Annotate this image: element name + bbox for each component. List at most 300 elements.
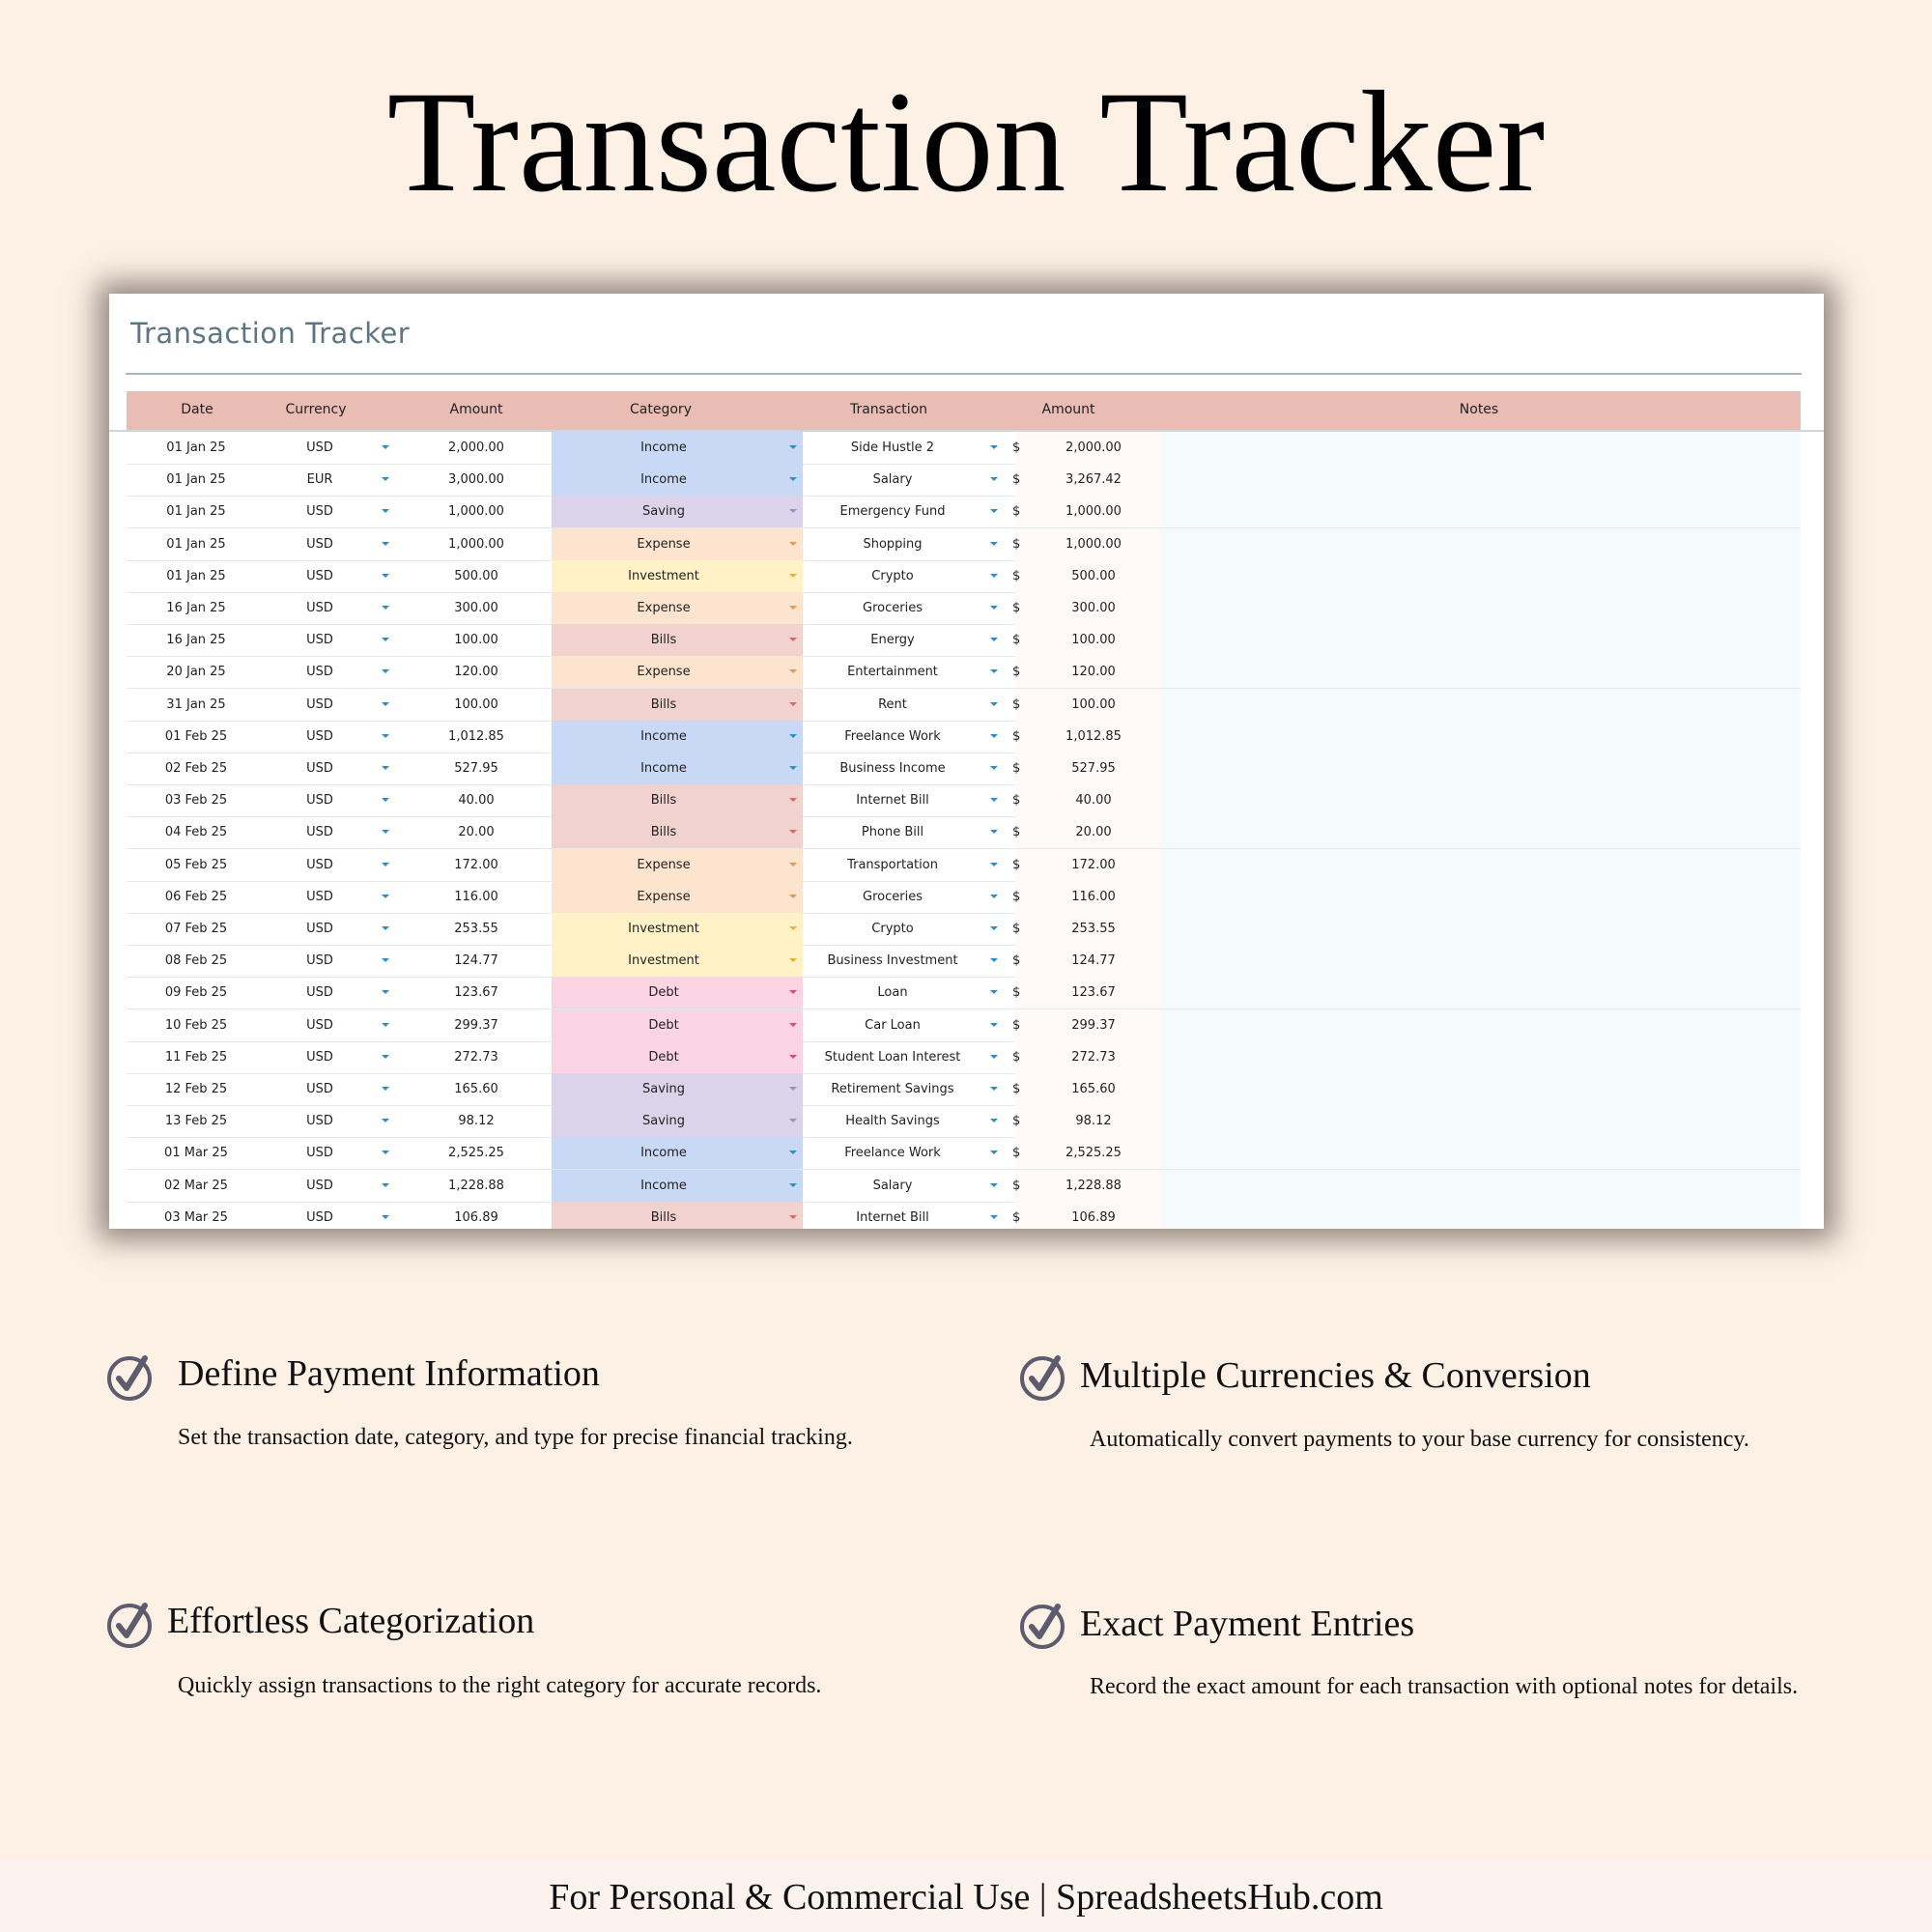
category-cell-fill: [552, 624, 803, 656]
category-cell[interactable]: Income: [640, 761, 687, 776]
transaction-cell[interactable]: Freelance Work: [844, 728, 941, 744]
category-cell[interactable]: Expense: [637, 601, 691, 615]
transaction-dropdown-caret-icon[interactable]: [990, 958, 998, 962]
table-header: [127, 391, 1801, 430]
category-cell[interactable]: Bills: [650, 1209, 677, 1225]
currency-cell[interactable]: EUR: [306, 472, 333, 488]
converted-amount-cell[interactable]: 253.55: [1071, 922, 1116, 936]
transaction-cell[interactable]: Internet Bill: [856, 793, 929, 809]
currency-symbol: $: [1012, 1114, 1021, 1129]
currency-symbol: $: [1012, 793, 1021, 809]
amount-cell[interactable]: 2,525.25: [448, 1146, 504, 1161]
currency-cell[interactable]: USD: [306, 793, 333, 809]
notes-cell[interactable]: [1160, 496, 1801, 527]
date-cell[interactable]: 31 Jan 25: [166, 696, 226, 712]
table-row: [127, 689, 1801, 722]
converted-amount-cell[interactable]: 299.37: [1071, 1017, 1116, 1033]
currency-cell[interactable]: USD: [306, 857, 333, 872]
category-cell[interactable]: Saving: [641, 1114, 686, 1129]
date-cell[interactable]: 01 Jan 25: [166, 568, 226, 583]
transaction-cell[interactable]: Energy: [870, 633, 915, 648]
currency-dropdown-caret-icon[interactable]: [382, 477, 389, 481]
table-row: [127, 1137, 1801, 1170]
date-cell[interactable]: 20 Jan 25: [166, 665, 226, 680]
category-dropdown-caret-icon[interactable]: [789, 1119, 797, 1122]
currency-cell[interactable]: USD: [306, 1209, 333, 1225]
amount-cell[interactable]: 1,000.00: [448, 536, 504, 552]
currency-cell[interactable]: USD: [306, 1178, 333, 1193]
currency-dropdown-caret-icon[interactable]: [382, 1215, 389, 1219]
converted-amount-cell[interactable]: 106.89: [1071, 1209, 1116, 1225]
converted-amount-cell[interactable]: 272.73: [1071, 1049, 1116, 1065]
transaction-cell[interactable]: Salary: [872, 472, 913, 488]
amount-cell[interactable]: 1,228.88: [448, 1178, 504, 1193]
amount-cell[interactable]: 116.00: [454, 889, 498, 904]
converted-amount-cell[interactable]: 2,000.00: [1065, 440, 1122, 455]
currency-cell[interactable]: USD: [306, 504, 333, 520]
date-cell[interactable]: 13 Feb 25: [164, 1114, 228, 1129]
currency-dropdown-caret-icon[interactable]: [382, 830, 389, 834]
currency-cell[interactable]: USD: [306, 825, 333, 840]
category-dropdown-caret-icon[interactable]: [789, 574, 797, 578]
converted-amount-cell[interactable]: 300.00: [1071, 601, 1116, 615]
notes-cell[interactable]: [1160, 849, 1801, 881]
category-dropdown-caret-icon[interactable]: [789, 477, 797, 481]
category-cell[interactable]: Income: [640, 1178, 687, 1193]
currency-dropdown-caret-icon[interactable]: [382, 1055, 389, 1059]
category-cell[interactable]: Expense: [637, 536, 691, 552]
transaction-cell[interactable]: Business Income: [839, 761, 946, 776]
notes-cell[interactable]: [1160, 1170, 1801, 1202]
currency-dropdown-caret-icon[interactable]: [382, 798, 389, 802]
converted-amount-cell[interactable]: 124.77: [1071, 953, 1116, 969]
transaction-cell[interactable]: Crypto: [871, 922, 914, 936]
footer-text: For Personal & Commercial Use | SpreadsheetsHub.com: [549, 1877, 1383, 1918]
notes-cell[interactable]: [1160, 977, 1801, 1009]
converted-amount-cell[interactable]: 165.60: [1071, 1082, 1116, 1096]
notes-cell[interactable]: [1160, 1105, 1801, 1137]
currency-cell[interactable]: USD: [306, 761, 333, 776]
category-dropdown-caret-icon[interactable]: [789, 1087, 797, 1091]
footer: [0, 1859, 1932, 1932]
date-cell[interactable]: 01 Jan 25: [166, 472, 226, 488]
spreadsheet-screenshot: [109, 294, 1824, 1229]
amount-cell[interactable]: 500.00: [454, 568, 498, 583]
currency-cell[interactable]: USD: [306, 440, 333, 455]
currency-symbol: $: [1012, 761, 1021, 776]
notes-cell[interactable]: [1160, 1137, 1801, 1169]
amount-cell[interactable]: 3,000.00: [448, 472, 504, 488]
transaction-dropdown-caret-icon[interactable]: [990, 477, 998, 481]
amount-cell[interactable]: 172.00: [454, 857, 498, 872]
currency-dropdown-caret-icon[interactable]: [382, 1087, 389, 1091]
currency-dropdown-caret-icon[interactable]: [382, 990, 389, 994]
date-cell[interactable]: 03 Feb 25: [164, 793, 228, 809]
feature-title: Define Payment Information: [178, 1353, 600, 1394]
transaction-cell[interactable]: Student Loan Interest: [824, 1049, 961, 1065]
category-cell-fill: [552, 689, 803, 721]
table-row: [127, 592, 1801, 625]
table-row: [127, 496, 1801, 528]
date-cell[interactable]: 16 Jan 25: [166, 633, 226, 648]
transaction-dropdown-caret-icon[interactable]: [990, 606, 998, 610]
currency-dropdown-caret-icon[interactable]: [382, 958, 389, 962]
category-cell-fill: [552, 816, 803, 848]
category-dropdown-caret-icon[interactable]: [789, 638, 797, 641]
currency-dropdown-caret-icon[interactable]: [382, 1119, 389, 1122]
category-cell[interactable]: Debt: [648, 1049, 679, 1065]
transaction-dropdown-caret-icon[interactable]: [990, 1119, 998, 1122]
notes-cell[interactable]: [1160, 881, 1801, 913]
amount-cell[interactable]: 40.00: [458, 793, 495, 809]
transaction-dropdown-caret-icon[interactable]: [990, 990, 998, 994]
notes-cell[interactable]: [1160, 1073, 1801, 1105]
date-cell[interactable]: 12 Feb 25: [164, 1082, 228, 1096]
date-cell[interactable]: 03 Mar 25: [164, 1209, 228, 1225]
currency-dropdown-caret-icon[interactable]: [382, 766, 389, 770]
converted-amount-cell[interactable]: 2,525.25: [1065, 1146, 1122, 1161]
transaction-dropdown-caret-icon[interactable]: [990, 734, 998, 738]
date-cell[interactable]: 01 Jan 25: [166, 504, 226, 520]
date-cell[interactable]: 10 Feb 25: [164, 1017, 228, 1033]
transaction-cell[interactable]: Transportation: [847, 857, 938, 872]
amount-cell[interactable]: 20.00: [458, 825, 495, 840]
table-row: [127, 1170, 1801, 1203]
amount-cell[interactable]: 100.00: [454, 633, 498, 648]
currency-symbol: $: [1012, 857, 1021, 872]
date-cell[interactable]: 11 Feb 25: [164, 1049, 228, 1065]
transaction-dropdown-caret-icon[interactable]: [990, 895, 998, 898]
category-cell[interactable]: Bills: [650, 793, 677, 809]
amount-cell[interactable]: 165.60: [454, 1082, 498, 1096]
currency-dropdown-caret-icon[interactable]: [382, 863, 389, 867]
transaction-cell[interactable]: Health Savings: [845, 1114, 940, 1129]
currency-symbol: $: [1012, 440, 1021, 455]
currency-cell[interactable]: USD: [306, 665, 333, 680]
date-cell[interactable]: 01 Jan 25: [166, 440, 226, 455]
converted-amount-cell[interactable]: 116.00: [1071, 889, 1116, 904]
category-cell[interactable]: Income: [640, 440, 687, 455]
transaction-dropdown-caret-icon[interactable]: [990, 509, 998, 513]
category-cell[interactable]: Expense: [637, 665, 691, 680]
currency-cell[interactable]: USD: [306, 728, 333, 744]
transaction-dropdown-caret-icon[interactable]: [990, 1151, 998, 1154]
transaction-cell[interactable]: Internet Bill: [856, 1209, 929, 1225]
currency-dropdown-caret-icon[interactable]: [382, 926, 389, 930]
currency-cell[interactable]: USD: [306, 601, 333, 615]
amount-cell[interactable]: 272.73: [454, 1049, 498, 1065]
date-cell[interactable]: 09 Feb 25: [164, 985, 228, 1001]
category-dropdown-caret-icon[interactable]: [789, 798, 797, 802]
converted-amount-cell[interactable]: 100.00: [1071, 633, 1116, 648]
currency-cell[interactable]: USD: [306, 696, 333, 712]
converted-amount-cell[interactable]: 40.00: [1075, 793, 1112, 809]
currency-symbol: $: [1012, 1017, 1021, 1033]
category-dropdown-caret-icon[interactable]: [789, 926, 797, 930]
currency-dropdown-caret-icon[interactable]: [382, 606, 389, 610]
transaction-cell[interactable]: Shopping: [863, 536, 923, 552]
transaction-dropdown-caret-icon[interactable]: [990, 702, 998, 706]
table-row: [127, 1073, 1801, 1106]
transaction-dropdown-caret-icon[interactable]: [990, 798, 998, 802]
transaction-dropdown-caret-icon[interactable]: [990, 445, 998, 449]
category-dropdown-caret-icon[interactable]: [789, 1151, 797, 1154]
currency-symbol: $: [1012, 665, 1021, 680]
currency-dropdown-caret-icon[interactable]: [382, 574, 389, 578]
currency-dropdown-caret-icon[interactable]: [382, 1151, 389, 1154]
transaction-cell[interactable]: Rent: [878, 696, 907, 712]
currency-cell[interactable]: USD: [306, 536, 333, 552]
currency-cell[interactable]: USD: [306, 985, 333, 1001]
category-cell[interactable]: Income: [640, 472, 687, 488]
notes-cell[interactable]: [1160, 528, 1801, 560]
category-dropdown-caret-icon[interactable]: [789, 766, 797, 770]
category-cell[interactable]: Expense: [637, 889, 691, 904]
amount-cell[interactable]: 123.67: [454, 985, 498, 1001]
converted-amount-cell[interactable]: 3,267.42: [1065, 472, 1122, 488]
currency-dropdown-caret-icon[interactable]: [382, 638, 389, 641]
amount-cell[interactable]: 2,000.00: [448, 440, 504, 455]
transaction-cell[interactable]: Business Investment: [827, 953, 958, 969]
currency-symbol: $: [1012, 536, 1021, 552]
header-transaction: Transaction: [849, 402, 928, 417]
page-title: Transaction Tracker: [386, 62, 1546, 222]
category-cell[interactable]: Income: [640, 1146, 687, 1161]
currency-dropdown-caret-icon[interactable]: [382, 445, 389, 449]
category-cell[interactable]: Debt: [648, 985, 679, 1001]
notes-cell[interactable]: [1160, 816, 1801, 848]
notes-cell[interactable]: [1160, 1041, 1801, 1073]
amount-cell[interactable]: 106.89: [454, 1209, 498, 1225]
notes-cell[interactable]: [1160, 721, 1801, 753]
notes-cell[interactable]: [1160, 560, 1801, 592]
transaction-dropdown-caret-icon[interactable]: [990, 830, 998, 834]
table-row: [127, 624, 1801, 657]
category-dropdown-caret-icon[interactable]: [789, 990, 797, 994]
transaction-dropdown-caret-icon[interactable]: [990, 669, 998, 673]
date-cell[interactable]: 01 Jan 25: [166, 536, 226, 552]
currency-symbol: $: [1012, 696, 1021, 712]
converted-amount-cell[interactable]: 120.00: [1071, 665, 1116, 680]
feature-title: Effortless Categorization: [167, 1601, 535, 1641]
amount-cell[interactable]: 527.95: [454, 761, 498, 776]
category-cell[interactable]: Bills: [650, 696, 677, 712]
transaction-dropdown-caret-icon[interactable]: [990, 926, 998, 930]
currency-dropdown-caret-icon[interactable]: [382, 669, 389, 673]
notes-cell[interactable]: [1160, 784, 1801, 816]
category-cell-fill: [552, 1202, 803, 1229]
transaction-dropdown-caret-icon[interactable]: [990, 1087, 998, 1091]
category-cell[interactable]: Investment: [628, 568, 699, 583]
category-dropdown-caret-icon[interactable]: [789, 830, 797, 834]
transaction-cell[interactable]: Entertainment: [847, 665, 938, 680]
category-dropdown-caret-icon[interactable]: [789, 702, 797, 706]
transaction-cell[interactable]: Freelance Work: [844, 1146, 941, 1161]
date-cell[interactable]: 02 Feb 25: [164, 761, 228, 776]
table-row: [127, 432, 1801, 465]
currency-cell[interactable]: USD: [306, 1049, 333, 1065]
category-dropdown-caret-icon[interactable]: [789, 1023, 797, 1027]
transaction-cell[interactable]: Groceries: [863, 889, 923, 904]
currency-symbol: $: [1012, 1082, 1021, 1096]
currency-dropdown-caret-icon[interactable]: [382, 542, 389, 546]
category-dropdown-caret-icon[interactable]: [789, 509, 797, 513]
header-date: Date: [181, 402, 213, 417]
transaction-cell[interactable]: Crypto: [871, 568, 914, 583]
amount-cell[interactable]: 120.00: [454, 665, 498, 680]
category-cell[interactable]: Saving: [641, 504, 686, 520]
date-cell[interactable]: 06 Feb 25: [164, 889, 228, 904]
currency-cell[interactable]: USD: [306, 633, 333, 648]
notes-cell[interactable]: [1160, 656, 1801, 688]
category-cell[interactable]: Bills: [650, 633, 677, 648]
category-cell[interactable]: Saving: [641, 1082, 686, 1096]
converted-amount-cell[interactable]: 1,012.85: [1065, 728, 1122, 744]
transaction-cell[interactable]: Groceries: [863, 601, 923, 615]
amount-cell[interactable]: 1,012.85: [448, 728, 504, 744]
amount-cell[interactable]: 300.00: [454, 601, 498, 615]
check-circle-icon: [106, 1352, 155, 1401]
transaction-cell[interactable]: Phone Bill: [861, 825, 924, 840]
category-cell[interactable]: Investment: [628, 922, 699, 936]
converted-amount-cell[interactable]: 100.00: [1071, 696, 1116, 712]
currency-dropdown-caret-icon[interactable]: [382, 702, 389, 706]
category-cell[interactable]: Expense: [637, 857, 691, 872]
currency-cell[interactable]: USD: [306, 953, 333, 969]
converted-amount-cell[interactable]: 500.00: [1071, 568, 1116, 583]
date-cell[interactable]: 16 Jan 25: [166, 601, 226, 615]
currency-dropdown-caret-icon[interactable]: [382, 1183, 389, 1187]
date-cell[interactable]: 01 Feb 25: [164, 728, 228, 744]
notes-cell[interactable]: [1160, 432, 1801, 464]
converted-amount-cell[interactable]: 1,000.00: [1065, 536, 1122, 552]
converted-amount-cell[interactable]: 123.67: [1071, 985, 1116, 1001]
amount-cell[interactable]: 98.12: [458, 1114, 495, 1129]
notes-cell[interactable]: [1160, 1202, 1801, 1229]
transaction-dropdown-caret-icon[interactable]: [990, 766, 998, 770]
notes-cell[interactable]: [1160, 945, 1801, 977]
currency-symbol: $: [1012, 889, 1021, 904]
table-row: [127, 816, 1801, 849]
table-row: [127, 1202, 1801, 1229]
category-dropdown-caret-icon[interactable]: [789, 863, 797, 867]
transaction-cell[interactable]: Car Loan: [865, 1017, 921, 1033]
notes-cell[interactable]: [1160, 592, 1801, 624]
amount-cell[interactable]: 100.00: [454, 696, 498, 712]
transaction-dropdown-caret-icon[interactable]: [990, 1055, 998, 1059]
date-cell[interactable]: 01 Mar 25: [164, 1146, 228, 1161]
converted-amount-cell[interactable]: 172.00: [1071, 857, 1116, 872]
header-amount: Amount: [449, 402, 503, 417]
category-dropdown-caret-icon[interactable]: [789, 1183, 797, 1187]
transaction-dropdown-caret-icon[interactable]: [990, 1215, 998, 1219]
table-row: [127, 1041, 1801, 1074]
amount-cell[interactable]: 253.55: [454, 922, 498, 936]
amount-cell[interactable]: 299.37: [454, 1017, 498, 1033]
currency-cell[interactable]: USD: [306, 1017, 333, 1033]
converted-amount-cell[interactable]: 1,000.00: [1065, 504, 1122, 520]
category-cell[interactable]: Investment: [628, 953, 699, 969]
date-cell[interactable]: 04 Feb 25: [164, 825, 228, 840]
currency-cell[interactable]: USD: [306, 1146, 333, 1161]
category-dropdown-caret-icon[interactable]: [789, 1215, 797, 1219]
transaction-dropdown-caret-icon[interactable]: [990, 542, 998, 546]
currency-cell[interactable]: USD: [306, 568, 333, 583]
currency-dropdown-caret-icon[interactable]: [382, 1023, 389, 1027]
category-dropdown-caret-icon[interactable]: [789, 669, 797, 673]
notes-cell[interactable]: [1160, 624, 1801, 656]
transaction-cell[interactable]: Emergency Fund: [839, 504, 946, 520]
category-cell-fill: [552, 784, 803, 816]
converted-amount-cell[interactable]: 1,228.88: [1065, 1178, 1122, 1193]
amount-cell[interactable]: 124.77: [454, 953, 498, 969]
currency-symbol: $: [1012, 633, 1021, 648]
category-cell[interactable]: Bills: [650, 825, 677, 840]
notes-cell[interactable]: [1160, 913, 1801, 945]
table-row: [127, 913, 1801, 946]
converted-amount-cell[interactable]: 527.95: [1071, 761, 1116, 776]
category-dropdown-caret-icon[interactable]: [789, 606, 797, 610]
category-cell[interactable]: Debt: [648, 1017, 679, 1033]
currency-dropdown-caret-icon[interactable]: [382, 734, 389, 738]
category-dropdown-caret-icon[interactable]: [789, 1055, 797, 1059]
category-dropdown-caret-icon[interactable]: [789, 958, 797, 962]
transaction-dropdown-caret-icon[interactable]: [990, 863, 998, 867]
feature-title: Multiple Currencies & Conversion: [1080, 1355, 1591, 1396]
currency-symbol: $: [1012, 568, 1021, 583]
transaction-dropdown-caret-icon[interactable]: [990, 1023, 998, 1027]
notes-cell[interactable]: [1160, 1009, 1801, 1041]
date-cell[interactable]: 02 Mar 25: [164, 1178, 228, 1193]
notes-cell[interactable]: [1160, 753, 1801, 784]
currency-cell[interactable]: USD: [306, 889, 333, 904]
converted-amount-cell[interactable]: 98.12: [1075, 1114, 1112, 1129]
check-circle-icon: [1019, 1601, 1067, 1649]
table-row: [127, 560, 1801, 593]
date-cell[interactable]: 05 Feb 25: [164, 857, 228, 872]
category-dropdown-caret-icon[interactable]: [789, 734, 797, 738]
transaction-cell[interactable]: Retirement Savings: [831, 1082, 954, 1096]
notes-cell[interactable]: [1160, 689, 1801, 721]
category-cell[interactable]: Income: [640, 728, 687, 744]
currency-cell[interactable]: USD: [306, 922, 333, 936]
transaction-cell[interactable]: Salary: [872, 1178, 913, 1193]
transaction-cell[interactable]: Loan: [877, 985, 908, 1001]
converted-amount-cell[interactable]: 20.00: [1075, 825, 1112, 840]
currency-cell[interactable]: USD: [306, 1082, 333, 1096]
currency-dropdown-caret-icon[interactable]: [382, 895, 389, 898]
category-dropdown-caret-icon[interactable]: [789, 445, 797, 449]
category-dropdown-caret-icon[interactable]: [789, 895, 797, 898]
notes-cell[interactable]: [1160, 464, 1801, 496]
transaction-dropdown-caret-icon[interactable]: [990, 638, 998, 641]
category-dropdown-caret-icon[interactable]: [789, 542, 797, 546]
header-currency: Currency: [285, 402, 347, 417]
date-cell[interactable]: 08 Feb 25: [164, 953, 228, 969]
table-row: [127, 881, 1801, 914]
feature-description: Record the exact amount for each transaction with optional notes for details.: [1090, 1674, 1799, 1699]
date-cell[interactable]: 07 Feb 25: [164, 922, 228, 936]
currency-symbol: $: [1012, 1049, 1021, 1065]
currency-cell[interactable]: USD: [306, 1114, 333, 1129]
amount-cell[interactable]: 1,000.00: [448, 504, 504, 520]
transaction-dropdown-caret-icon[interactable]: [990, 574, 998, 578]
transaction-cell[interactable]: Side Hustle 2: [850, 440, 935, 455]
currency-dropdown-caret-icon[interactable]: [382, 509, 389, 513]
transaction-dropdown-caret-icon[interactable]: [990, 1183, 998, 1187]
currency-symbol: $: [1012, 472, 1021, 488]
feature-description: Quickly assign transactions to the right category for accurate records.: [178, 1673, 822, 1698]
